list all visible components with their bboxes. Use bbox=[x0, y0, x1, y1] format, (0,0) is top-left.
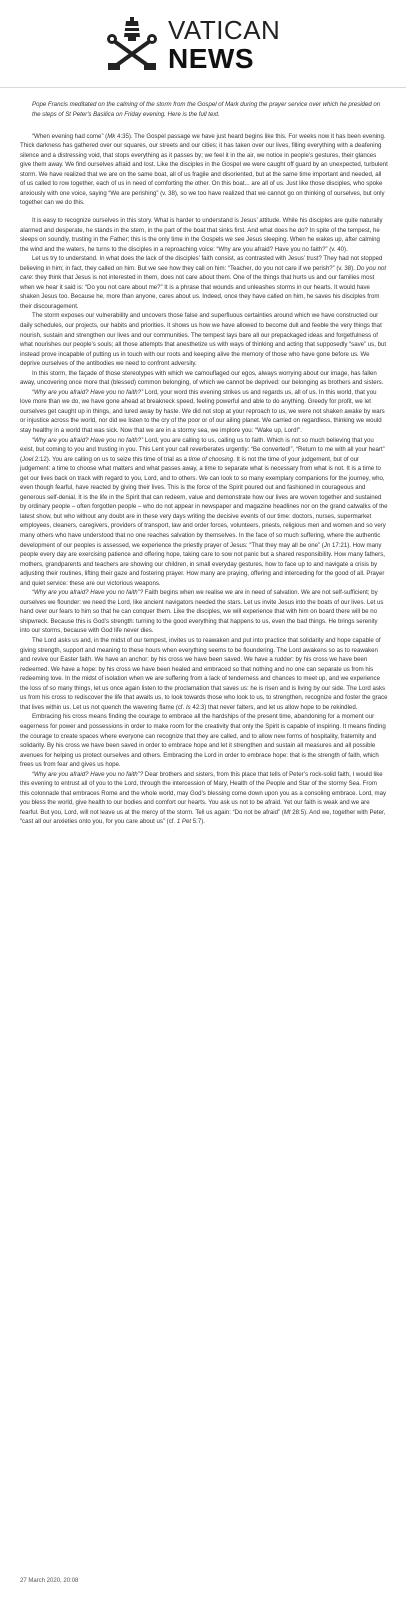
italic-text: “Why are you afraid? Have you no faith?” bbox=[32, 388, 144, 396]
papal-keys-emblem-icon bbox=[104, 17, 160, 73]
paragraph-text: Embracing his cross means finding the courage to embrace all the hardships of the present time, abandoning for a moment our eagerness for power and possessions in order to make room for the creativity that only the Spirit is capable of inspiring. It means finding the courage to create spaces where everyone can recognize that they are called, and to allow new forms of hospitality, fraternity and solidarity. By his cross we have been saved in order to embrace hope and let it strengthen and sustain all measures and all possible avenues for helping us protect ourselves and others. Embracing the Lord in order to embrace hope: that is the strength of faith, which frees us from fear and gives us hope. bbox=[20, 713, 386, 769]
italic-text: “Why are you afraid? Have you no faith”? bbox=[32, 589, 144, 597]
paragraph-text: Lord, you are calling to us, calling us to faith. Which is not so much believing that you exist, but coming to you and trusting in you. This Lent your call reverberates urgently: “Be converted!”, “Return to me with all your heart” ( bbox=[20, 436, 385, 463]
italic-text: 1 Pet bbox=[176, 818, 192, 826]
site-header bbox=[0, 0, 406, 88]
article-paragraph bbox=[20, 369, 388, 388]
article-paragraph bbox=[20, 636, 388, 712]
paragraph-text: . It is not the time of your judgement, but of our judgement: a time to choose what matters and what passes away, a time to separate what is necessary from what is not. It is a time to get our lives back on track with regard to you, Lord, and to others. We can look to so many exemplary companions for the journey, who, even though fearful, have reacted by giving their lives. This is the force of the Spirit poured out and fashioned in courageous and generous self-denial. It is the life in the Spirit that can redeem, value and demonstrate how our lives are woven together and sustained by ordinary people – often forgotten people – who do not appear in newspaper and magazine headlines nor on the grand catwalks of the latest show, but who without any doubt are in these very days writing the decisive events of our time: doctors, nurses, supermarket employees, cleaners, caregivers, providers of transport, law and order forces, volunteers, priests, religious men and women and so very many others who have understood that no one reaches salvation by themselves. In the face of so much suffering, where the authentic development of our peoples is assessed, we experience the priestly prayer of Jesus: “That they may all be one” ( bbox=[20, 455, 388, 549]
vatican-news-logo[interactable] bbox=[104, 16, 304, 74]
paragraph-text: 5:7). bbox=[191, 818, 205, 826]
brand-line1: VATICAN bbox=[168, 15, 281, 45]
article-paragraph bbox=[20, 770, 388, 827]
italic-text: Do you not care bbox=[20, 264, 387, 282]
italic-text: Joel bbox=[22, 455, 34, 463]
brand-line2: NEWS bbox=[168, 43, 254, 74]
paragraph-text: The Lord asks us and, in the midst of our tempest, invites us to reawaken and put into practice that solidarity and hope capable of giving strength, support and meaning to these hours when everything seems to be floundering. The Lord awakens so as to reawaken and revive our Easter faith. We have an anchor: by his cross we have been saved. We have a rudder: by his cross we have been redeemed. We have a hope: by his cross we have been healed and embraced so that nothing and no one can separate us from his redeeming love. In the midst of isolation when we are suffering from a lack of tenderness and chances to meet up, and we experience the loss of so many things, let us once again listen to the proclamation that saves us: he is risen and is living by our side. The Lord asks us from his cross to rediscover the life that awaits us, to look towards those who look to us, to strengthen, recognize and foster the grace that lives within us. Let us not quench the wavering flame (cf. bbox=[20, 637, 388, 711]
paragraph-text: In this storm, the façade of those stereotypes with which we camouflaged our egos, always worrying about our image, has fallen away, uncovering once more that (blessed) common belonging, of which we cannot be deprived: our belonging as brothers and sisters. bbox=[20, 369, 384, 387]
paragraph-text: 4:35). The Gospel passage we have just heard begins like this. For weeks now it has been evening. Thick darkness has gathered over our squares, our streets and our cities; it has taken over our lives, filling everything with a deafening silence and a distressing void, that stops everything as it passes by; we feel it in the air, we notice in people’s gestures, their glances give them away. We find ourselves afraid and lost. Like the disciples in the Gospel we were caught off guard by an unexpected, turbulent storm. We have realized that we are on the same boat, all of us fragile and disoriented, but at the same time important and needed, all of us called to row together, each of us in need of comforting the other. On this boat... are all of us. Just like those disciples, who spoke anxiously with one voice, saying “We are perishing” (v. 38), so we too have realized that we cannot go on thinking of ourselves, but only together can we do this. bbox=[20, 132, 388, 207]
article-paragraph bbox=[20, 388, 388, 436]
paragraph-text: “When evening had come” ( bbox=[32, 132, 108, 140]
paragraph-text: 28:5). And we, together with Peter, “cast all our anxieties onto you, for you care about us” (cf. bbox=[20, 808, 386, 826]
paragraph-text: 2:12). You are calling on us to seize this time of trial as a bbox=[33, 455, 189, 463]
article-paragraph bbox=[20, 132, 388, 208]
paragraph-text: Dear brothers and sisters, from this place that tells of Peter’s rock-solid faith, I would like this evening to entrust all of you to the Lord, through the intercession of Mary, Health of the People and Star of the stormy Sea. From this colonnade that embraces Rome and the whole world, may God’s blessing come down upon you as a consoling embrace. Lord, may you bless the world, give health to our bodies and comfort our hearts. You ask us not to be afraid. Yet our faith is weak and we are fearful. But you, Lord, will not leave us at the mercy of the storm. Tell us again: “Do not be afraid” ( bbox=[20, 770, 387, 816]
article-paragraphs bbox=[20, 132, 388, 827]
paragraph-text: 17:21). How many people every day are exercising patience and offering hope, taking care to sow not panic but a shared responsibility. How many fathers, mothers, grandparents and teachers are showing our children, in small everyday gestures, how to face up to and navigate a crisis by adjusting their routines, lifting their gaze and fostering prayer. How many are praying, offering and interceding for the good of all. Prayer and quiet service: these are our victorious weapons. bbox=[20, 541, 385, 587]
paragraph-text: Faith begins when we realise we are in need of salvation. We are not self-sufficient; by ourselves we flounder: we need the Lord, like ancient navigators needed the stars. Let us invite Jesus into the boats of our lives. Let us hand over our fears to him so that he can conquer them. Like the disciples, we will experience that with him on board there will be no shipwreck. Because this is God’s strength: turning to the good everything that happens to us, even the bad things. He brings serenity into our storms, because with God life never dies. bbox=[20, 589, 384, 635]
paragraph-text: Lord, your word this evening strikes us and regards us, all of us. In this world, that you love more than we do, we have gone ahead at breakneck speed, feeling powerful and able to do anything. Greedy for profit, we let ourselves get caught up in things, and lured away by haste. We did not stop at your reproach to us, we were not shaken awake by wars or injustice across the world, nor did we listen to the cry of the poor or of our ailing planet. We carried on regardless, thinking we would stay healthy in a world that was sick. Now that we are in a stormy sea, we implore you: “Wake up, Lord!”. bbox=[20, 388, 385, 434]
article-body bbox=[20, 100, 388, 827]
article-paragraph bbox=[20, 588, 388, 636]
paragraph-text: : they think that Jesus is not interested in them, does not care about them. One of the things that hurts us and our families most when we hear it said is: “Do you not care about me?” It is a phrase that wounds and unleashes storms in our hearts. It would have shaken Jesus too. Because he, more than anyone, cares about us. Indeed, once they have called on him, he saves his disciples from their discouragement. bbox=[20, 274, 380, 310]
article-paragraph bbox=[20, 216, 388, 254]
article-paragraph bbox=[20, 311, 388, 368]
italic-text: Mk bbox=[107, 132, 116, 140]
paragraph-text: The storm exposes our vulnerability and uncovers those false and superfluous certainties around which we have constructed our daily schedules, our projects, our habits and priorities. It shows us how we have allowed to become dull and feeble the very things that nourish, sustain and strengthen our lives and our communities. The tempest lays bare all our prepackaged ideas and forgetfulness of what nourishes our people’s souls; all those attempts that anesthetize us with ways of thinking and acting that supposedly “save” us, but instead prove incapable of putting us in touch with our roots and keeping alive the memory of those who have gone before us. We deprive ourselves of the antibodies we need to confront adversity. bbox=[20, 312, 387, 368]
publish-date: 27 March 2020, 20:08 bbox=[20, 1578, 79, 1584]
italic-text: Jn bbox=[323, 541, 331, 549]
paragraph-text: It is easy to recognize ourselves in this story. What is harder to understand is Jesus’ attitude. While his disciples are quite naturally alarmed and desperate, he stands in the stern, in the part of the boat that sinks first. And what does he do? In spite of the tempest, he sleeps on soundly, trusting in the Father; this is the only time in the Gospels we see Jesus sleeping. When he wakes up, after calming the wind and the waters, he turns to the disciples in a reproaching voice: “Why are you afraid? Have you no faith?” (v. 40). bbox=[20, 216, 383, 253]
paragraph-text: Let us try to understand. In what does the lack of the disciples’ faith consist, as contrasted with Jesus’ trust? They had not stopped believing in him; in fact, they called on him. But we see how they call on him: “Teacher, do you not care if we perish?” (v. 38). bbox=[20, 255, 383, 272]
article-paragraph bbox=[20, 254, 388, 311]
article-paragraph bbox=[20, 712, 388, 769]
italic-text: time of choosing bbox=[188, 455, 234, 463]
paragraph-text: 42:3) that never falters, and let us allow hope to be rekindled. bbox=[190, 703, 358, 711]
italic-text: “Why are you afraid? Have you no faith?” bbox=[32, 436, 144, 444]
paragraph-gap bbox=[20, 208, 388, 216]
header-divider bbox=[0, 87, 406, 88]
article-paragraph bbox=[20, 436, 388, 589]
italic-text: Mt bbox=[283, 808, 291, 816]
article-intro: Pope Francis meditated on the calming of the storm from the Gospel of Mark during the prayer service over which he presided on the steps of St Peter's Basilica on Friday evening. Here is the full text. bbox=[32, 101, 381, 118]
italic-text: “Why are you afraid? Have you no faith”? bbox=[32, 770, 144, 778]
italic-text: Is bbox=[185, 703, 191, 711]
